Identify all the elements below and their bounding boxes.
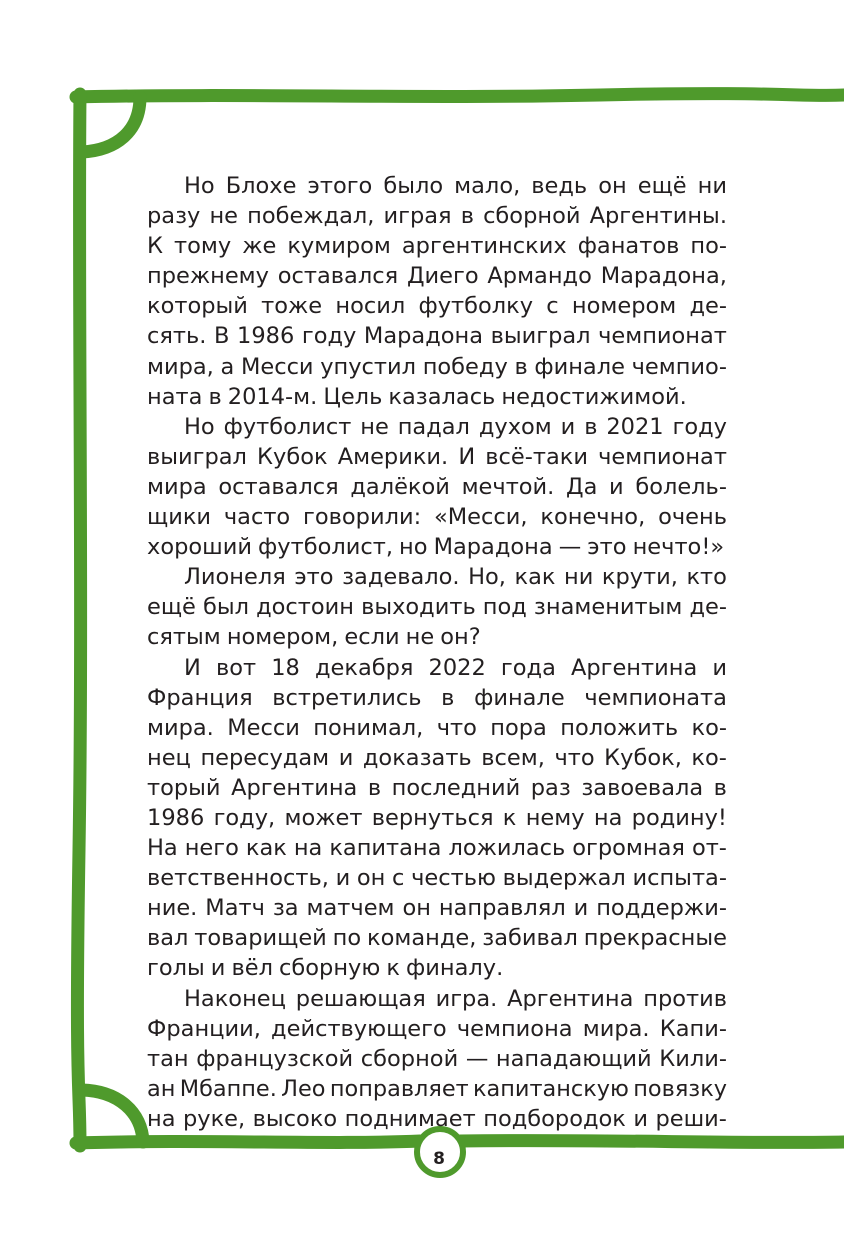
text-line: [147, 622, 727, 652]
word: руке,: [182, 1105, 246, 1132]
word: ещё: [637, 173, 687, 199]
text-line: [147, 261, 727, 291]
text-line: [147, 291, 727, 321]
word: тоже: [261, 293, 323, 320]
word: чемпиона: [456, 1015, 573, 1042]
word: очень: [658, 504, 727, 531]
word: говорили:: [303, 504, 422, 531]
word: побеждал,: [247, 203, 375, 230]
word: Кили-: [659, 1045, 727, 1072]
word: носил: [335, 293, 406, 320]
word: торый: [147, 774, 221, 801]
word: кто: [686, 564, 727, 591]
word: ветственность,: [147, 865, 329, 892]
word: от-: [691, 835, 727, 862]
word: Да: [566, 473, 598, 500]
word: он: [598, 173, 627, 199]
word: французской: [196, 1045, 354, 1072]
text-line: [147, 321, 727, 351]
word: решающая: [295, 985, 426, 1012]
word: и: [633, 1105, 648, 1132]
text-line: [147, 472, 727, 502]
word: духом: [478, 413, 552, 440]
word: сборной: [360, 1045, 459, 1072]
word: Диего: [406, 263, 479, 290]
word: к: [386, 955, 400, 982]
word: было: [383, 173, 444, 199]
text-line: [147, 442, 727, 472]
word: выиграл: [490, 323, 591, 350]
word: сборной: [483, 203, 581, 230]
frame-left-border: [77, 94, 80, 1146]
word: чемпио-: [631, 353, 727, 380]
word: он: [356, 865, 386, 892]
word: Но: [184, 413, 215, 440]
word: футболист,: [258, 534, 393, 561]
word: мало,: [454, 173, 521, 199]
word: в: [441, 684, 455, 711]
word: и: [712, 654, 727, 681]
word: как: [514, 564, 556, 591]
word: декабря: [314, 654, 414, 681]
word: а: [220, 353, 235, 380]
word: и: [560, 413, 576, 440]
word: Аргентина: [231, 774, 358, 801]
word: вал: [147, 925, 189, 952]
word: достоин: [256, 594, 354, 621]
word: Матч: [205, 895, 265, 922]
word: действующего: [271, 1015, 447, 1042]
word: и: [335, 865, 351, 892]
word: выиграл: [147, 443, 247, 470]
word: —: [558, 534, 582, 561]
word: завоевала: [581, 774, 704, 801]
word: Но: [184, 173, 215, 199]
text-line: [147, 893, 727, 923]
text-line: [147, 953, 727, 983]
word: Капи-: [659, 1015, 727, 1042]
word: родину!: [631, 804, 727, 831]
word: чемпионат: [598, 323, 727, 350]
word: далёкой: [350, 473, 450, 500]
text-line: [147, 562, 727, 592]
word: Лионеля: [184, 564, 286, 591]
word: товарищей: [194, 925, 327, 952]
word: году,: [213, 804, 276, 831]
word: доказать: [362, 744, 472, 771]
word: футболку: [418, 293, 534, 320]
word: Аргентины.: [589, 203, 727, 230]
word: оставался: [218, 473, 339, 500]
word: вёл: [231, 955, 273, 982]
word: не: [360, 413, 389, 440]
word: он?: [440, 624, 481, 651]
word: разу: [147, 203, 201, 230]
word: упустил: [320, 353, 417, 380]
word: Армандо: [487, 263, 592, 290]
word: фанатов: [577, 233, 680, 260]
word: На: [147, 835, 178, 862]
text-line: [147, 412, 727, 442]
word: ещё: [147, 594, 196, 621]
text-line: [147, 803, 727, 833]
word: нец: [147, 744, 191, 771]
word: поднимает: [344, 1105, 476, 1132]
word: прекрасные: [583, 925, 727, 952]
word: капитана: [329, 835, 442, 862]
corner-arc-top: [82, 97, 140, 152]
word: Кубок,: [604, 744, 682, 771]
word: и: [609, 473, 624, 500]
word: и: [338, 744, 354, 771]
word: футболист: [223, 413, 352, 440]
word: высоко: [252, 1105, 338, 1132]
word: Марадона,: [600, 263, 727, 290]
word: всем,: [481, 744, 545, 771]
text-line: [147, 201, 727, 231]
word: Месси: [240, 353, 314, 380]
word: играя: [383, 203, 452, 230]
word: К: [147, 233, 163, 260]
frame-bottom-border-right: [460, 1141, 844, 1143]
word: с: [546, 293, 559, 320]
word: 1986: [237, 323, 295, 350]
word: ко-: [691, 714, 727, 741]
page-number-label: 8: [433, 1149, 445, 1169]
word: мира.: [147, 714, 214, 741]
word: 1986: [147, 804, 205, 831]
word: на: [593, 804, 623, 831]
word: был: [202, 594, 249, 621]
text-line: [147, 592, 727, 622]
word: положить: [560, 714, 679, 741]
word: сборную: [279, 955, 381, 982]
word: ни: [563, 564, 594, 591]
word: выходить: [361, 594, 476, 621]
word: Но,: [468, 564, 506, 591]
word: номером,: [226, 624, 339, 651]
word: года: [500, 654, 556, 681]
text-line: [147, 653, 727, 683]
word: пора: [490, 714, 547, 741]
word: Цель: [323, 383, 383, 410]
text-line: [147, 231, 727, 261]
word: ни: [697, 173, 727, 199]
word: выдержал: [502, 865, 626, 892]
text-line: [147, 171, 727, 201]
corner-arc-bottom: [82, 1090, 143, 1142]
word: ко-: [691, 744, 727, 771]
word: Аргентина: [570, 654, 698, 681]
word: не: [405, 624, 435, 651]
word: тан: [147, 1045, 189, 1072]
text-line: [147, 743, 727, 773]
word: финале: [534, 353, 625, 380]
word: сять.: [147, 323, 207, 350]
word: если: [344, 624, 400, 651]
word: в: [208, 383, 222, 410]
word: к: [502, 804, 517, 831]
word: честью: [411, 865, 496, 892]
word: поправляет: [329, 1075, 469, 1102]
text-line: [147, 863, 727, 893]
word: не: [209, 203, 239, 230]
word: аргентинских: [401, 233, 567, 260]
word: по: [332, 925, 362, 952]
word: в: [367, 774, 382, 801]
word: Марадона: [363, 323, 484, 350]
word: мира,: [147, 353, 214, 380]
word: но: [399, 534, 428, 561]
word: под: [482, 594, 527, 621]
word: как: [245, 835, 287, 862]
word: Мбаппе.: [179, 1075, 277, 1102]
body-text: [147, 171, 727, 1134]
text-line: [147, 713, 727, 743]
word: который: [147, 293, 248, 320]
word: финалу.: [406, 955, 504, 982]
frame-bottom-border: [76, 1141, 420, 1143]
word: году: [301, 323, 357, 350]
text-line: [147, 833, 727, 863]
word: Наконец: [184, 985, 286, 1012]
word: матчем: [306, 895, 395, 922]
word: нему: [525, 804, 585, 831]
word: раз: [530, 774, 571, 801]
word: 18: [271, 654, 300, 681]
word: встретились: [272, 684, 422, 711]
text-line: [147, 532, 727, 562]
text-line: [147, 773, 727, 803]
word: Франция: [147, 684, 253, 711]
word: 2014-м.: [227, 383, 318, 410]
word: вернуться: [371, 804, 494, 831]
word: оставался: [277, 263, 399, 290]
text-line: [147, 984, 727, 1014]
word: это: [587, 534, 627, 561]
word: Франции,: [147, 1015, 261, 1042]
word: чемпионат: [598, 443, 727, 470]
text-line: [147, 1074, 727, 1104]
word: казалась: [388, 383, 496, 410]
word: крути,: [601, 564, 678, 591]
word: команде,: [366, 925, 477, 952]
word: же: [242, 233, 277, 260]
word: в: [584, 413, 598, 440]
frame-top-border: [76, 94, 844, 97]
word: ведь: [531, 173, 588, 199]
word: Кубок: [257, 443, 328, 470]
word: в: [460, 203, 474, 230]
word: на: [147, 1105, 176, 1132]
word: ложилась: [448, 835, 566, 862]
word: задевало.: [342, 564, 460, 591]
word: мира: [147, 473, 207, 500]
text-line: [147, 683, 727, 713]
word: Америки.: [337, 443, 449, 470]
word: этого: [307, 173, 373, 199]
word: в: [713, 774, 727, 801]
word: ан: [147, 1075, 176, 1102]
word: ната: [147, 383, 203, 410]
word: Марадона: [433, 534, 553, 561]
word: подбородок: [483, 1105, 626, 1132]
word: последний: [391, 774, 521, 801]
word: поддержи-: [596, 895, 727, 922]
word: по-: [690, 233, 727, 260]
word: Лео: [281, 1075, 326, 1102]
word: пересудам: [200, 744, 330, 771]
word: «Месси,: [434, 504, 528, 531]
word: игра.: [435, 985, 498, 1012]
word: понимал,: [313, 714, 424, 741]
word: году: [672, 413, 727, 440]
word: 2022: [428, 654, 486, 681]
word: недостижимой.: [501, 383, 687, 410]
word: конечно,: [540, 504, 646, 531]
word: де-: [689, 594, 727, 621]
word: нечто!»: [632, 534, 725, 561]
word: знаменитым: [533, 594, 683, 621]
text-line: [147, 352, 727, 382]
word: повязку: [633, 1075, 727, 1102]
word: И: [184, 654, 201, 681]
word: кумиром: [287, 233, 391, 260]
word: он: [402, 895, 431, 922]
word: за: [272, 895, 299, 922]
word: испыта-: [632, 865, 727, 892]
word: с: [392, 865, 405, 892]
word: Блохе: [225, 173, 297, 199]
word: нападающий: [495, 1045, 652, 1072]
word: падал: [397, 413, 470, 440]
word: 2021: [606, 413, 664, 440]
word: и: [573, 895, 589, 922]
word: капитанскую: [473, 1075, 629, 1102]
text-line: [147, 382, 727, 412]
word: Аргентина: [507, 985, 634, 1012]
word: огромная: [572, 835, 685, 862]
word: мечтой.: [461, 473, 555, 500]
word: вот: [215, 654, 257, 681]
word: реши-: [655, 1105, 727, 1132]
word: и: [210, 955, 226, 982]
word: сятым: [147, 624, 221, 651]
word: В: [214, 323, 230, 350]
word: что: [554, 744, 595, 771]
word: голы: [147, 955, 205, 982]
word: ние.: [147, 895, 198, 922]
word: финале: [474, 684, 565, 711]
word: Месси: [227, 714, 300, 741]
text-line: [147, 1014, 727, 1044]
word: победу: [422, 353, 508, 380]
word: на: [293, 835, 323, 862]
word: де-: [689, 293, 727, 320]
word: что: [436, 714, 477, 741]
word: —: [465, 1045, 489, 1072]
word: хороший: [147, 534, 252, 561]
text-line: [147, 1104, 727, 1134]
word: щики: [147, 504, 212, 531]
word: забивал: [482, 925, 578, 952]
text-line: [147, 923, 727, 953]
word: всё-таки: [485, 443, 588, 470]
word: это: [294, 564, 334, 591]
word: мира.: [582, 1015, 650, 1042]
word: тому: [174, 233, 232, 260]
word: номером: [571, 293, 677, 320]
word: направлял: [438, 895, 566, 922]
word: него: [184, 835, 239, 862]
word: в: [514, 353, 528, 380]
word: прежнему: [147, 263, 269, 290]
word: И: [458, 443, 476, 470]
word: часто: [223, 504, 291, 531]
text-line: [147, 1044, 727, 1074]
word: против: [643, 985, 727, 1012]
word: может: [284, 804, 363, 831]
word: болель-: [635, 473, 727, 500]
text-line: [147, 502, 727, 532]
word: чемпионата: [584, 684, 727, 711]
